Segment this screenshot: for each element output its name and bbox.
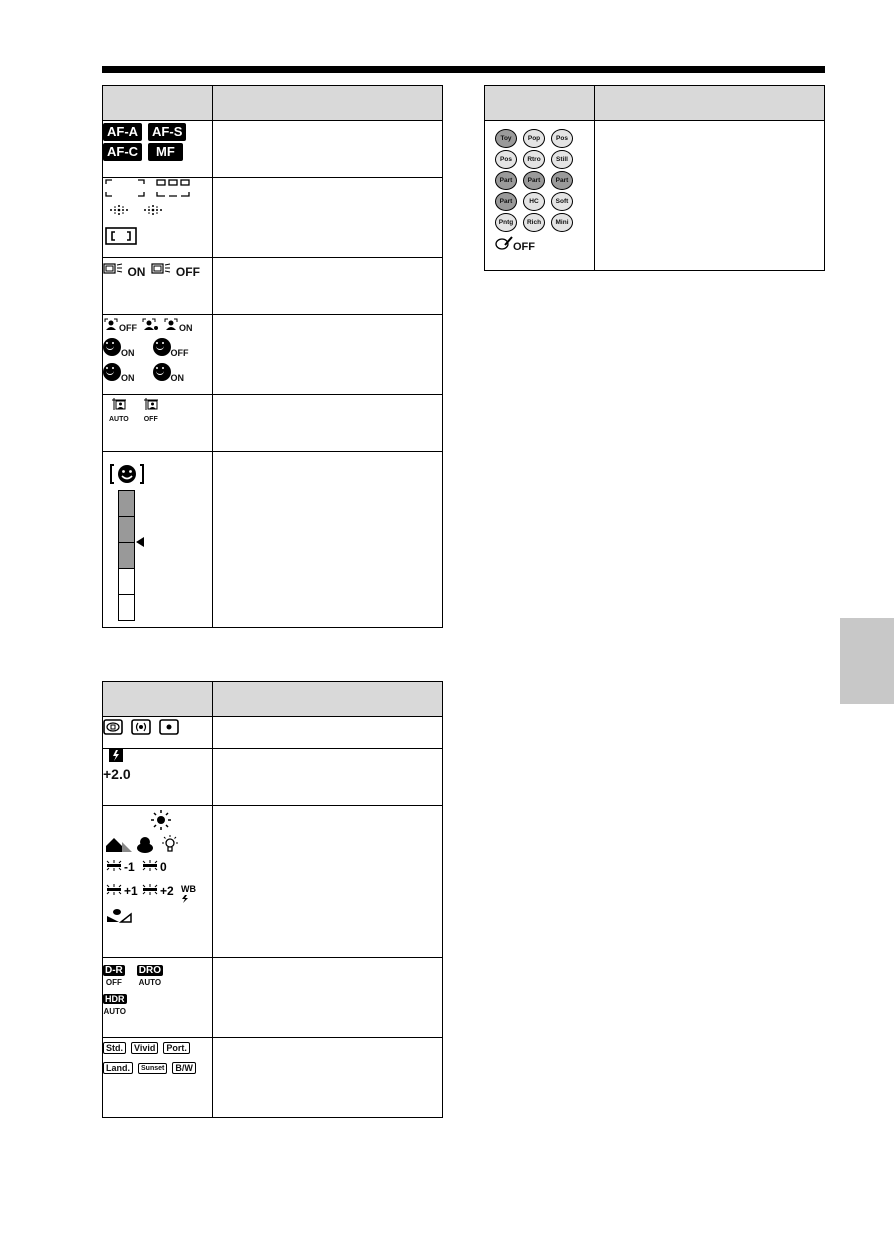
- incandescent-icon: [162, 835, 178, 851]
- effect-partial-color-blue-icon: Part: [551, 171, 573, 190]
- auto-framing-auto-icon: AUTO: [109, 397, 129, 423]
- effect-miniature-icon: Mini: [551, 213, 573, 232]
- dro-auto-icon: DRO AUTO: [138, 965, 162, 987]
- flash-wb-icon: [181, 884, 196, 903]
- effect-partial-color-red-icon: Part: [495, 171, 517, 190]
- multi-metering-icon: [103, 719, 123, 735]
- fluorescent-icon-4: [143, 884, 174, 898]
- cloudy-icon: [137, 837, 153, 853]
- effect-high-contrast-mono-icon: HC: [523, 192, 545, 211]
- effect-soft-high-key-icon: Still: [551, 150, 573, 169]
- effect-retro-photo-icon: Rtro: [523, 150, 545, 169]
- smile-shutter-on-icon: ON: [103, 338, 135, 361]
- header-display: [103, 86, 213, 121]
- fluorescent-icon-3: [107, 884, 138, 898]
- triangle-pointer-icon: [135, 536, 145, 548]
- effect-hdr-painting-icon: Pntg: [495, 213, 517, 232]
- smile-sensitivity-gauge: [118, 490, 135, 621]
- smile-detection-icon: [109, 462, 149, 486]
- steadyshot-off-icon: OFF: [151, 262, 199, 281]
- auto-framing-icons: [103, 395, 213, 452]
- dro-icons: [103, 958, 213, 1038]
- smile-shutter-on-icon-3: ON: [153, 363, 185, 386]
- effect-posterization-bw-icon: Pos: [495, 150, 517, 169]
- header-display: [485, 86, 595, 121]
- effect-partial-color-green-icon: Part: [523, 171, 545, 190]
- white-balance-icons: [103, 806, 213, 958]
- auto-framing-off-icon: OFF: [143, 397, 159, 423]
- svg-text:+2: +2: [160, 884, 174, 898]
- face-detection-off-icon: OFF: [103, 317, 137, 336]
- style-vivid-icon: Vivid: [131, 1042, 158, 1054]
- flash-compensation-value: +2.0: [103, 766, 131, 782]
- chapter-tab: [840, 618, 894, 704]
- effect-toy-camera-icon: Toy: [495, 129, 517, 148]
- fluorescent-icon-1: [107, 860, 135, 874]
- svg-text:WB: WB: [181, 884, 196, 894]
- creative-style-icons: [103, 1038, 213, 1118]
- effect-soft-focus-icon: Soft: [551, 192, 573, 211]
- style-bw-icon: B/W: [172, 1062, 196, 1074]
- shade-icon: [106, 838, 132, 852]
- svg-text:0: 0: [160, 860, 167, 874]
- af-s-icon: AF-S: [148, 123, 186, 141]
- effect-partial-color-yellow-icon: Part: [495, 192, 517, 211]
- center-metering-icon: [131, 719, 151, 735]
- af-area-icons: [103, 178, 213, 258]
- svg-text:-1: -1: [124, 860, 135, 874]
- flash-compensation-icon: [109, 749, 125, 763]
- header-indication: [213, 86, 443, 121]
- svg-text:+1: +1: [124, 884, 138, 898]
- daylight-icon: [151, 810, 171, 830]
- af-c-icon: AF-C: [103, 143, 142, 161]
- table-exposure-settings: [102, 681, 443, 1118]
- effect-rich-tone-mono-icon: Rich: [523, 213, 545, 232]
- smile-shutter-off-icon: OFF: [153, 338, 189, 361]
- effect-pop-color-icon: Pop: [523, 129, 545, 148]
- style-portrait-icon: Port.: [163, 1042, 190, 1054]
- af-area-icon: [103, 178, 203, 250]
- face-registered-icon: [141, 317, 159, 336]
- white-balance-icon-set: [103, 806, 203, 946]
- fluorescent-icon-2: [143, 860, 167, 874]
- style-sunset-icon: Sunset: [138, 1063, 167, 1074]
- face-detection-on-icon: ON: [163, 317, 193, 336]
- style-standard-icon: Std.: [103, 1042, 126, 1054]
- picture-effect-off-icon: OFF: [495, 236, 535, 255]
- af-mode-icons: [103, 121, 213, 178]
- smile-detection-indicator: [103, 452, 213, 628]
- header-rule: [102, 66, 825, 73]
- custom-wb-icon: [107, 909, 131, 922]
- hdr-auto-icon: HDR AUTO: [103, 994, 127, 1016]
- steadyshot-on-icon: ON: [103, 262, 145, 281]
- face-detection-icons: [103, 315, 213, 395]
- smile-shutter-on-icon-2: ON: [103, 363, 135, 386]
- dro-off-icon: D-R OFF: [105, 965, 123, 987]
- header-display: [103, 682, 213, 717]
- table-picture-effects: [484, 85, 825, 271]
- af-a-icon: AF-A: [103, 123, 142, 141]
- flash-compensation-display: [103, 749, 213, 806]
- header-indication: [595, 86, 825, 121]
- header-indication: [213, 682, 443, 717]
- table-focus-settings: [102, 85, 443, 628]
- spot-metering-icon: [159, 719, 179, 735]
- metering-icons: [103, 717, 213, 749]
- mf-icon: MF: [148, 143, 183, 161]
- steadyshot-icons: [103, 258, 213, 315]
- picture-effect-icons: [485, 121, 595, 271]
- style-landscape-icon: Land.: [103, 1062, 133, 1074]
- effect-posterization-color-icon: Pos: [551, 129, 573, 148]
